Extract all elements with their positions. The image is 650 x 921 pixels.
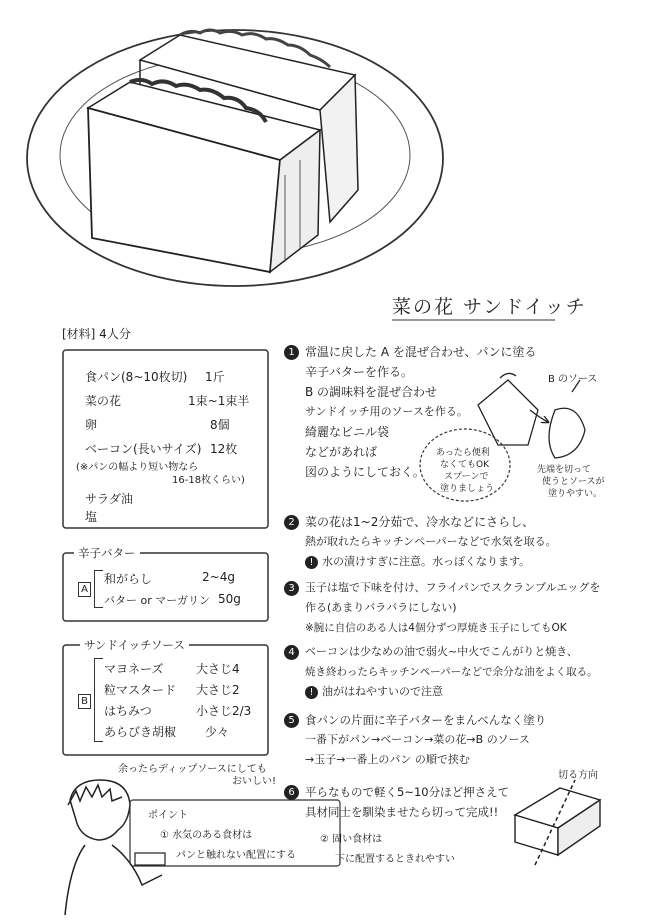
- mustard-item-qty: 2~4g: [202, 570, 235, 584]
- bacon-note: 16-18枚くらい): [172, 475, 245, 486]
- mustard-butter-title: 辛子バター: [74, 545, 140, 561]
- point-text: ② 固い食材は: [320, 834, 383, 845]
- sauce-title: サンドイッチソース: [80, 637, 189, 653]
- salt: 塩: [85, 510, 98, 524]
- sauce-item-qty: 小さじ2/3: [196, 704, 252, 718]
- ingredient-qty: 1斤: [205, 370, 225, 384]
- step-number: 1: [284, 345, 299, 360]
- step-text: 焼き終わったらキッチンペーパーなどで余分な油をよく取る。: [305, 666, 598, 678]
- step-4: [284, 642, 578, 662]
- step-text: ベーコンは少なめの油で弱火~中火でこんがりと焼き、: [305, 645, 578, 658]
- sauce-item-name: 粒マスタード: [104, 683, 177, 697]
- step-text: 食パンの片面に辛子バターをまんべんなく塗り: [305, 713, 547, 727]
- step-text: B の調味料を混ぜ合わせ: [305, 385, 438, 399]
- step-number: 5: [284, 713, 299, 728]
- bracket: [94, 570, 103, 608]
- step-warning: ! 油がはねやすいので注意: [305, 682, 443, 702]
- ingredients-heading: [材料] 4人分: [62, 327, 131, 341]
- step-text: 綺麗なビニル袋: [305, 425, 390, 439]
- bubble-text: スプーンで: [444, 472, 489, 482]
- point-text: 下に配置するときれやすい: [335, 854, 455, 865]
- step-number: 4: [284, 645, 299, 660]
- mustard-item-name: 和がらし: [104, 572, 153, 586]
- sauce-item-name: マヨネーズ: [104, 662, 164, 676]
- step-text: 熱が取れたらキッチンペーパーなどで水気を取る。: [305, 535, 557, 548]
- step-text: 具材同士を馴染ませたら切って完成!!: [305, 805, 499, 819]
- bubble-text: あったら便利: [436, 448, 490, 458]
- step-text: 一番下がパン→ベーコン→菜の花→B のソース: [305, 733, 530, 746]
- b-sauce-callout: B のソース: [548, 374, 598, 385]
- ingredient-name: ベーコン(長いサイズ): [85, 442, 202, 456]
- step-text: ※腕に自信のある人は4個分ずつ厚焼き玉子にしてもOK: [305, 622, 567, 634]
- label-a: A: [78, 582, 91, 597]
- warning-icon: !: [305, 686, 318, 699]
- sauce-note: 余ったらディップソースにしても: [118, 764, 267, 775]
- sauce-item-qty: 大さじ2: [196, 683, 240, 697]
- sauce-item-qty: 少々: [205, 725, 230, 739]
- step-text: 菜の花は1~2分茹で、冷水などにさらし、: [305, 515, 535, 529]
- bubble-text: なくてもOK: [440, 460, 489, 470]
- bacon-note: (※パンの幅より短い物なら: [76, 462, 199, 473]
- points-heading: ポイント: [148, 810, 188, 821]
- label-b: B: [78, 694, 91, 709]
- step-number: 6: [284, 785, 299, 800]
- sauce-item-name: あらびき胡椒: [104, 725, 177, 739]
- step-text: 平らなもので軽く5~10分ほど押さえて: [305, 785, 510, 799]
- oil: サラダ油: [85, 492, 133, 506]
- step-1: [284, 342, 536, 362]
- tip-text: 使うとソースが: [542, 477, 605, 487]
- step-text: 作る(あまりバラバラにしない): [305, 601, 457, 614]
- point-text: パンと触れない配置にする: [176, 850, 296, 861]
- point-text: ① 水気のある食材は: [160, 830, 253, 841]
- bubble-text: 塗りましょう: [440, 484, 495, 494]
- step-text: 常温に戻した A を混ぜ合わせ、パンに塗る: [305, 345, 537, 359]
- cut-direction-label: 切る方向: [558, 770, 598, 781]
- sauce-item-qty: 大さじ4: [196, 662, 240, 676]
- ingredient-name: 卵: [85, 418, 98, 432]
- sauce-note: おいしい!: [232, 776, 277, 787]
- step-5: [284, 710, 546, 730]
- step-number: 2: [284, 515, 299, 530]
- tip-text: 先端を切って: [537, 465, 592, 475]
- step-6: [284, 782, 509, 802]
- ingredient-name: 菜の花: [85, 394, 122, 408]
- ingredient-qty: 1束~1束半: [188, 394, 250, 408]
- step-text: サンドイッチ用のソースを作る。: [305, 405, 468, 418]
- ingredient-qty: 12枚: [210, 442, 238, 456]
- step-text: などがあれば: [305, 445, 378, 459]
- tip-text: 塗りやすい。: [548, 489, 603, 499]
- step-number: 3: [284, 581, 299, 596]
- sauce-item-name: はちみつ: [104, 704, 152, 718]
- recipe-title: 菜の花 サンドイッチ: [392, 296, 587, 318]
- mustard-item-name: バター or マーガリン: [104, 594, 211, 607]
- step-text: →玉子→一番上のパン の順で挟む: [305, 753, 470, 766]
- step-text: 玉子は塩で下味を付け、フライパンでスクランブルエッグを: [305, 581, 601, 594]
- warning-icon: !: [305, 556, 318, 569]
- step-warning: ! 水の漬けすぎに注意。水っぽくなります。: [305, 552, 530, 572]
- cut-sandwich-illustration: [515, 780, 600, 865]
- ingredient-qty: 8個: [210, 418, 230, 432]
- sandwich-front: [88, 80, 320, 272]
- step-3: [284, 578, 600, 598]
- step-text: 図のようにしておく。: [305, 465, 425, 479]
- bracket: [94, 658, 103, 742]
- sauce-bag-illustration: [478, 373, 585, 458]
- step-2: [284, 512, 534, 532]
- ingredient-name: 食パン(8~10枚切): [85, 370, 188, 384]
- step-text: 辛子バターを作る。: [305, 365, 414, 379]
- mustard-item-qty: 50g: [218, 592, 241, 606]
